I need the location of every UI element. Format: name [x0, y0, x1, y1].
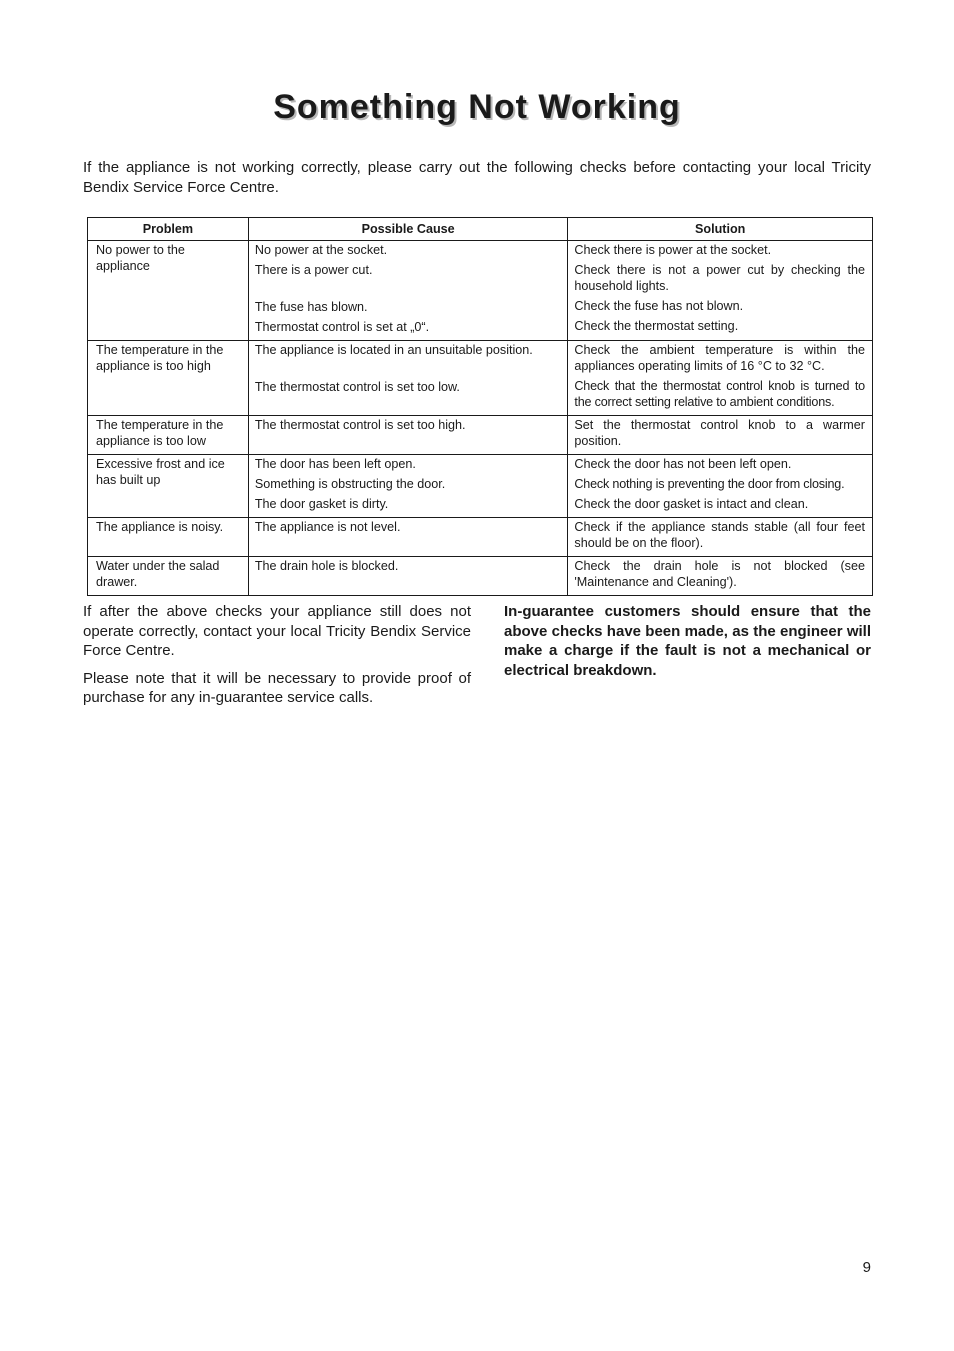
cause-cell — [248, 557, 568, 596]
solution-text: Check the drain hole is not blocked (see 'Maintenance and Cleaning'). — [574, 559, 865, 589]
solution-text: Check the ambient temperature is within the appliances operating limits of 16 °C to 32 °C. — [574, 343, 865, 373]
solution-cell — [568, 455, 873, 518]
problem-cell — [88, 241, 249, 341]
problem-text: No power to the appliance — [96, 243, 185, 273]
solution-cell — [568, 341, 873, 416]
guarantee-note: In-guarantee customers should ensure that the above checks have been made, as the engineer will make a charge if the fault is not a mechanical or electrical breakdown. — [504, 603, 871, 679]
cause-text: The drain hole is blocked. — [254, 559, 399, 573]
solution-text: Check the fuse has not blown. — [574, 299, 744, 313]
solution-text: Check the door gasket is intact and clean. — [574, 497, 809, 511]
cause-cell — [248, 518, 568, 557]
cause-text: The thermostat control is set too high. — [254, 418, 466, 432]
page-number: 9 — [862, 1259, 871, 1276]
solution-text: Check the thermostat setting. — [574, 319, 739, 333]
problem-cell — [88, 518, 249, 557]
solution-text: Check nothing is preventing the door from closing. — [574, 477, 845, 491]
cause-text: The thermostat control is set too low. — [254, 380, 460, 394]
cause-text: Thermostat control is set at „0“. — [254, 320, 430, 334]
table-row — [88, 341, 873, 416]
header-problem: Problem — [88, 218, 249, 241]
table-row — [88, 518, 873, 557]
cause-text: There is a power cut. — [254, 263, 373, 277]
solution-text: Check there is power at the socket. — [574, 243, 772, 257]
proof-of-purchase-paragraph: Please note that it will be necessary to provide proof of purchase for any in-guarantee service calls. — [83, 669, 471, 706]
solution-cell — [568, 557, 873, 596]
solution-text: Check that the thermostat control knob is turned to the correct setting relative to ambient conditions. — [574, 379, 865, 409]
solution-cell — [568, 416, 873, 455]
cause-cell — [248, 455, 568, 518]
problem-text: The appliance is noisy. — [96, 520, 224, 534]
solution-cell — [568, 518, 873, 557]
troubleshooting-table — [87, 217, 873, 596]
problem-text: The temperature in the appliance is too high — [96, 343, 224, 373]
cause-cell — [248, 341, 568, 416]
contact-section — [83, 602, 471, 716]
solution-text: Set the thermostat control knob to a warmer position. — [574, 418, 865, 448]
cause-text: The appliance is not level. — [254, 520, 401, 534]
table-row — [88, 557, 873, 596]
cause-text: The door has been left open. — [254, 457, 416, 471]
solution-text: Check the door has not been left open. — [574, 457, 792, 471]
after-checks-paragraph: If after the above checks your appliance still does not operate correctly, contact your local Tricity Bendix Service Force Centre. — [83, 603, 471, 659]
problem-cell — [88, 416, 249, 455]
problem-cell — [88, 455, 249, 518]
intro-paragraph: If the appliance is not working correctly, please carry out the following checks before contacting your local Tricity Bendix Service Force Centre. — [83, 159, 871, 196]
problem-cell — [88, 557, 249, 596]
problem-cell — [88, 341, 249, 416]
table-row — [88, 416, 873, 455]
table-row — [88, 455, 873, 518]
header-solution: Solution — [568, 218, 873, 241]
header-possible-cause: Possible Cause — [248, 218, 568, 241]
cause-text: The door gasket is dirty. — [254, 497, 389, 511]
cause-text: The fuse has blown. — [254, 300, 368, 314]
table-header-row — [88, 218, 873, 241]
cause-text: The appliance is located in an unsuitable position. — [254, 343, 533, 357]
page-title: Something Not Working — [273, 88, 681, 126]
cause-cell — [248, 416, 568, 455]
cause-text: No power at the socket. — [254, 243, 388, 257]
cause-text: Something is obstructing the door. — [254, 477, 446, 491]
solution-text: Check there is not a power cut by checking the household lights. — [574, 263, 865, 293]
problem-text: Excessive frost and ice has built up — [96, 457, 225, 487]
solution-text: Check if the appliance stands stable (all four feet should be on the floor). — [574, 520, 865, 550]
problem-text: Water under the salad drawer. — [96, 559, 220, 589]
solution-cell — [568, 241, 873, 341]
table-row — [88, 241, 873, 341]
cause-cell — [248, 241, 568, 341]
problem-text: The temperature in the appliance is too low — [96, 418, 224, 448]
